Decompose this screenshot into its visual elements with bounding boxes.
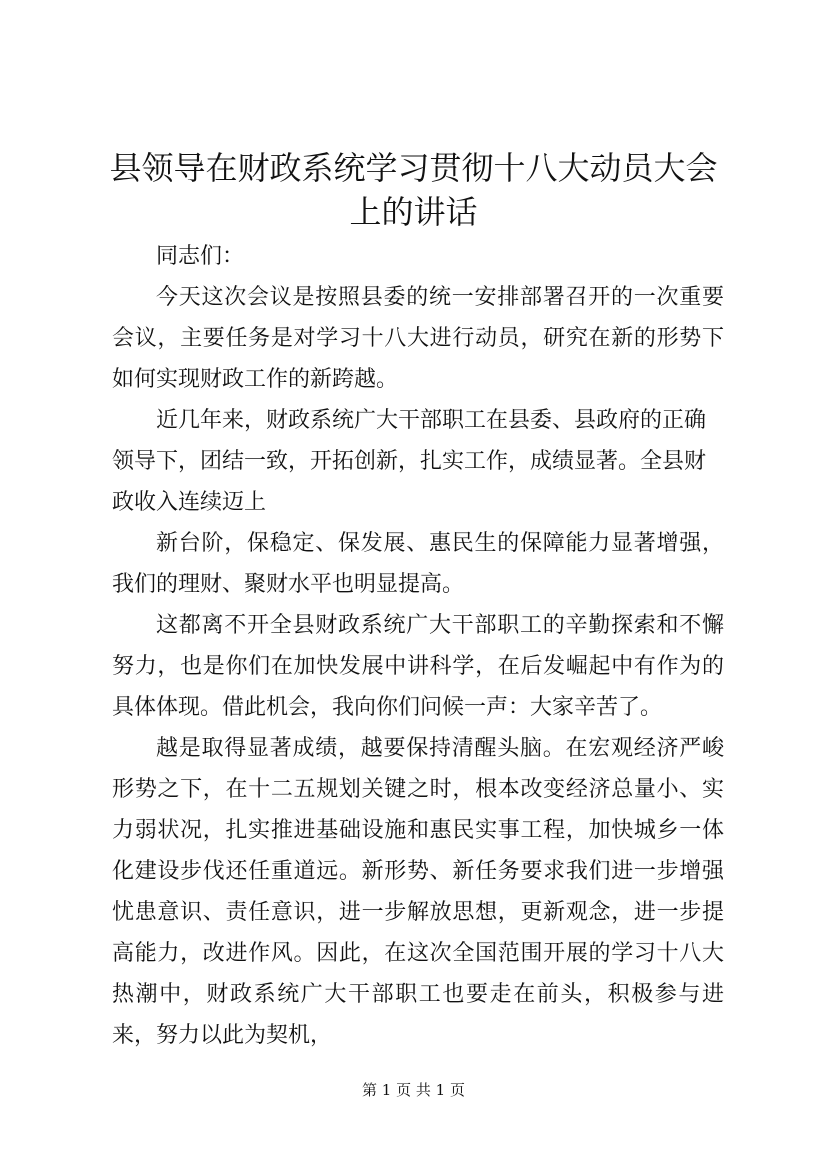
page-number-footer: 第 1 页 共 1 页: [362, 1081, 465, 1099]
paragraph-1: 今天这次会议是按照县委的统一安排部署召开的一次重要会议，主要任务是对学习十八大进行动员，研究在新的形势下如何实现财政工作的新跨越。: [112, 285, 724, 392]
paragraph-4: 这都离不开全县财政系统广大干部职工的辛勤探索和不懈努力，也是你们在加快发展中讲科学，在后发崛起中有作为的具体体现。借此机会，我向你们问候一声：大家辛苦了。: [112, 613, 724, 720]
paragraph-2: 近几年来，财政系统广大干部职工在县委、县政府的正确领导下，团结一致，开拓创新，扎实工作，成绩显著。全县财政收入连续迈上: [112, 408, 707, 515]
paragraph-5: 越是取得显著成绩，越要保持清醒头脑。在宏观经济严峻形势之下，在十二五规划关键之时，根本改变经济总量小、实力弱状况，扎实推进基础设施和惠民实事工程，加快城乡一体化建设步伐还任重道远。新形势、新任务要求我们进一步增强忧患意识、责任意识，进一步解放思想，更新观念，进一步提高能力，改进作风。因此，在这次全国范围开展的学习十八大热潮中，财政系统广大干部职工也要走在前头，积极参与进来，努力以此为契机，: [112, 736, 724, 1048]
salutation: 同志们：: [156, 244, 245, 269]
paragraph-3: 新台阶，保稳定、保发展、惠民生的保障能力显著增强，我们的理财、聚财水平也明显提高。: [112, 531, 724, 597]
document-title: 县领导在财政系统学习贯彻十八大动员大会上的讲话: [109, 149, 718, 231]
document-body: [112, 236, 724, 1056]
